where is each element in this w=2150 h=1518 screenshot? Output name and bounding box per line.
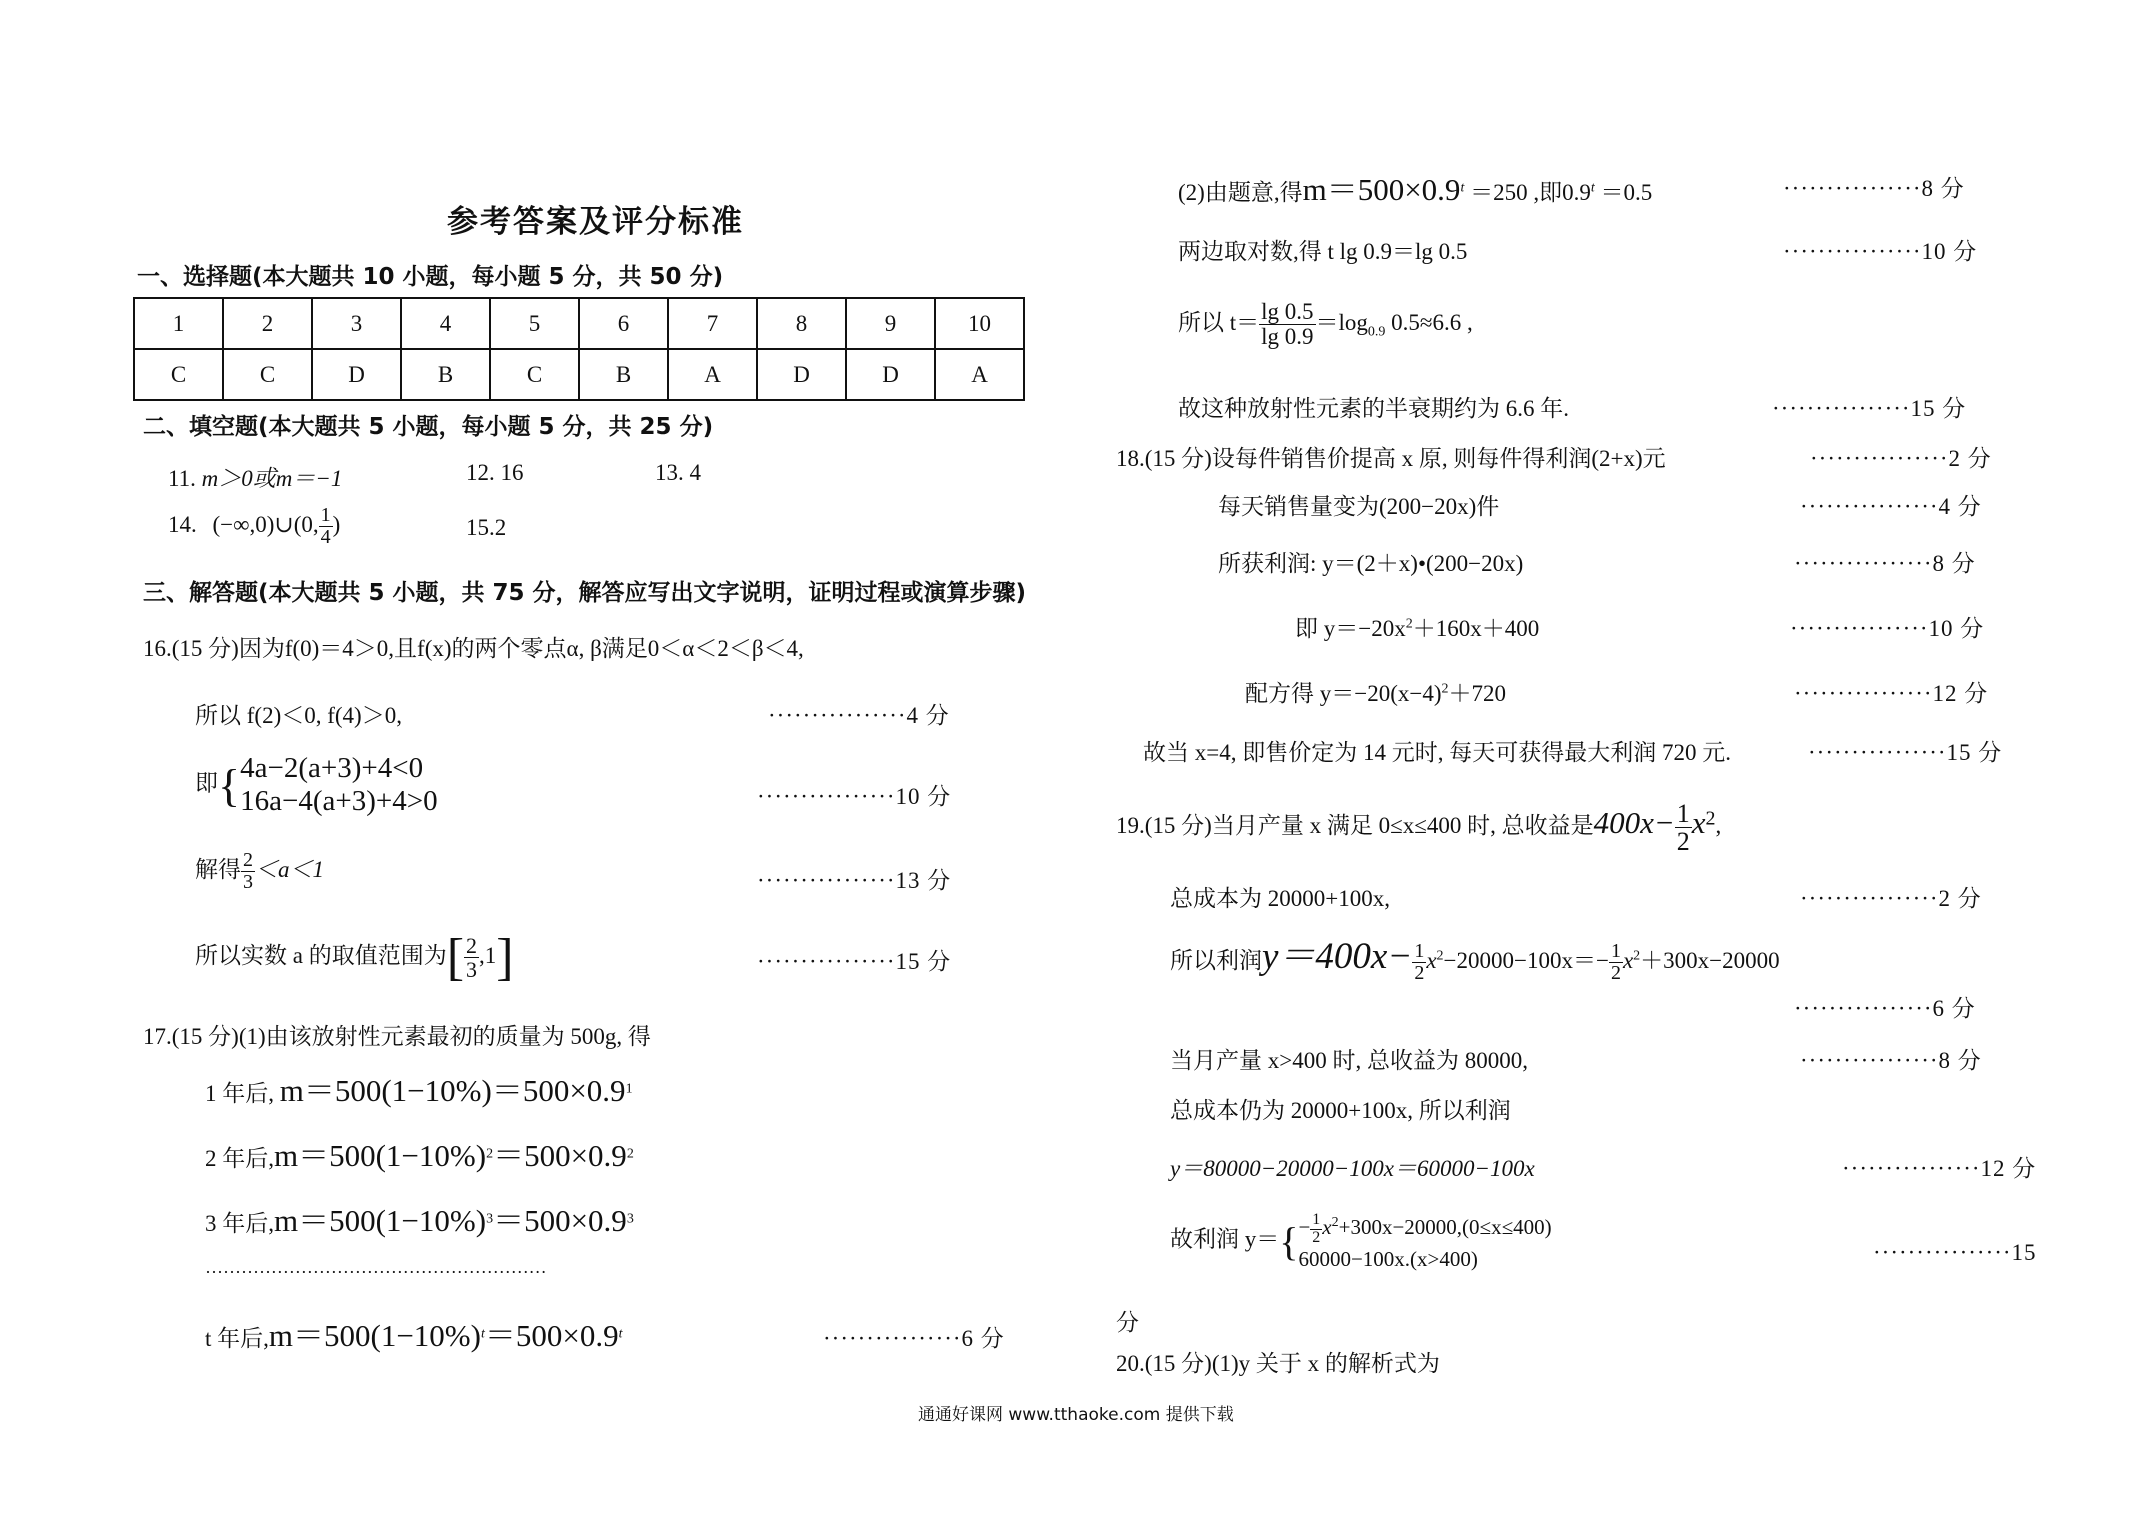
section-heading-solve: 三、解答题(本大题共 5 小题，共 75 分，解答应写出文字说明，证明过程或演算步骤) <box>143 580 1027 606</box>
log-base: 0.9 <box>1367 324 1386 340</box>
denominator: 4 <box>320 526 331 548</box>
q19-score-12: ················12 分 <box>1842 1156 2037 1181</box>
exponent: 2 <box>486 1146 494 1162</box>
numerator: lg 0.5 <box>1261 299 1314 324</box>
formula: m＝500×0.9 <box>1302 172 1461 207</box>
q16-score-13: ················13 分 <box>757 868 952 893</box>
q16-line-1: 16.(15 分)因为f(0)＝4＞0,且f(x)的两个零点α, β满足0＜α＜2＜β＜4, <box>143 636 804 661</box>
fraction <box>1412 941 1426 984</box>
q16-score-10: ················10 分 <box>757 784 952 809</box>
answer-14 <box>168 505 340 548</box>
q19-score-suffix: 分 <box>1116 1310 1139 1335</box>
exponent: 3 <box>486 1211 494 1227</box>
question-number: 3 <box>312 298 401 349</box>
formula-end: ＋300x−20000 <box>1640 948 1780 973</box>
answer-cell: D <box>312 349 401 400</box>
year-formula-rhs: ＝500×0.9 <box>493 1138 627 1173</box>
section-heading-fill: 二、填空题(本大题共 5 小题，每小题 5 分，共 25 分) <box>143 414 714 440</box>
q16-solve-prefix: 解得 <box>195 856 241 882</box>
question-number: 10 <box>935 298 1024 349</box>
formula-var: x <box>1691 805 1706 841</box>
fraction <box>241 850 255 893</box>
q18-line-4 <box>1295 610 1539 643</box>
denominator: 2 <box>1676 827 1690 857</box>
year-formula: m＝500(1−10%) <box>268 1318 481 1353</box>
text: 19.(15 分)当月产量 x 满足 0≤x≤400 时, 总收益是 <box>1116 813 1594 839</box>
q18-score-4: ················4 分 <box>1800 494 1982 519</box>
table-row <box>134 349 1024 400</box>
formula-rest: ＝250 ,即0.9 <box>1464 180 1591 205</box>
year-label: 1 年后, <box>205 1081 280 1106</box>
q17-ellipsis: ························································· <box>205 1262 547 1282</box>
q19-line-4: 当月产量 x>400 时, 总收益为 80000, <box>1170 1048 1528 1073</box>
q18-score-10: ················10 分 <box>1790 616 1985 641</box>
q17-part2-line-1 <box>1178 164 1652 209</box>
q16-score-4: ················4 分 <box>768 703 950 728</box>
text: 所以 t＝ <box>1178 309 1260 335</box>
answer-cell: C <box>490 349 579 400</box>
numerator: 1 <box>1610 940 1621 963</box>
q19-score-8: ················8 分 <box>1800 1048 1982 1073</box>
q17-score-8: ················8 分 <box>1783 176 1965 201</box>
answer-cell: D <box>757 349 846 400</box>
text: 故利润 y＝ <box>1170 1226 1280 1252</box>
left-brace-icon: { <box>218 759 241 811</box>
formula: y＝400x− <box>1262 936 1413 977</box>
year-label: t 年后, <box>205 1326 269 1351</box>
formula-var: x <box>1622 948 1634 973</box>
formula-mid: −20000−100x＝− <box>1443 948 1609 973</box>
q16-conclusion-text: 所以实数 a 的取值范围为 <box>195 942 447 968</box>
question-number: 1 <box>134 298 223 349</box>
q19-piecewise <box>1170 1212 1552 1271</box>
numerator: 1 <box>1676 799 1690 828</box>
q18-line-1: 18.(15 分)设每件销售价提高 x 原, 则每件得利润(2+x)元 <box>1116 446 1666 471</box>
fraction <box>319 505 333 548</box>
formula-var: x <box>1426 948 1437 973</box>
q17-year-1 <box>205 1065 633 1110</box>
page-title: 参考答案及评分标准 <box>447 204 744 240</box>
exponent: 1 <box>625 1081 633 1097</box>
formula: 400x− <box>1593 805 1675 841</box>
q16-system <box>195 752 438 819</box>
right-bracket-icon: ] <box>496 929 514 986</box>
fraction <box>464 934 479 981</box>
answer-15: 15.2 <box>466 515 507 540</box>
text: 即 y＝−20x <box>1295 616 1406 641</box>
numerator: 1 <box>1414 940 1425 963</box>
answer-11 <box>168 460 342 493</box>
answer-value-end: ) <box>332 511 341 537</box>
q18-line-5 <box>1245 675 1506 708</box>
q17-score-6: ················6 分 <box>823 1326 1005 1351</box>
left-brace-icon: { <box>1279 1218 1299 1264</box>
fraction <box>1310 1212 1322 1247</box>
answer-cell: A <box>668 349 757 400</box>
year-formula-rhs: ＝500×0.9 <box>493 1203 627 1238</box>
q18-score-15: ················15 分 <box>1808 740 2003 765</box>
answer-number: 14. <box>168 511 197 537</box>
q16-solve <box>195 850 324 893</box>
piecewise-stack <box>1298 1212 1551 1271</box>
exponent: 2 <box>1331 1215 1339 1231</box>
inequality-2: 16a−4(a+3)+4>0 <box>240 785 438 818</box>
question-number: 4 <box>401 298 490 349</box>
q16-line-2: 所以 f(2)＜0, f(4)＞0, <box>195 703 402 728</box>
question-number: 6 <box>579 298 668 349</box>
q18-score-2: ················2 分 <box>1810 446 1992 471</box>
q19-line-5: 总成本仍为 20000+100x, 所以利润 <box>1170 1098 1511 1123</box>
section-heading-choice: 一、选择题(本大题共 10 小题，每小题 5 分，共 50 分) <box>137 264 724 290</box>
answer-cell: A <box>935 349 1024 400</box>
q17-part2-line-4: 故这种放射性元素的半衰期约为 6.6 年. <box>1178 396 1569 421</box>
answer-cell: C <box>223 349 312 400</box>
exponent: 2 <box>626 1146 634 1162</box>
piece-2: 60000−100x.(x>400) <box>1298 1246 1478 1271</box>
numerator: 1 <box>320 504 331 526</box>
exponent: 2 <box>1441 681 1449 697</box>
answer-cell: C <box>134 349 223 400</box>
q19-score-6: ················6 分 <box>1794 996 1976 1021</box>
q20-line-1: 20.(15 分)(1)y 关于 x 的解析式为 <box>1116 1351 1440 1376</box>
exponent: 2 <box>1633 948 1641 964</box>
denominator: 2 <box>1610 962 1621 985</box>
denominator: lg 0.9 <box>1261 324 1314 350</box>
q17-line-1: 17.(15 分)(1)由该放射性元素最初的质量为 500g, 得 <box>143 1024 651 1049</box>
year-label: 3 年后, <box>205 1211 274 1236</box>
answer-number: 11. <box>168 466 196 491</box>
denominator: 2 <box>1414 962 1425 985</box>
q16-range-end: ,1 <box>479 942 497 968</box>
comma: , <box>1715 813 1722 839</box>
equation-stack <box>240 752 437 819</box>
log-text: ＝log <box>1315 309 1368 335</box>
log-result: 0.5≈6.6 , <box>1385 309 1473 335</box>
question-number: 5 <box>490 298 579 349</box>
year-label: 2 年后, <box>205 1146 274 1171</box>
q16-solve-range: ＜a＜1 <box>255 856 324 882</box>
text-rest: ＋720 <box>1448 681 1507 706</box>
question-number: 9 <box>846 298 935 349</box>
exponent: t <box>1460 180 1465 196</box>
exponent: t <box>618 1326 623 1342</box>
q16-score-15: ················15 分 <box>757 949 952 974</box>
text: (2)由题意,得 <box>1178 180 1303 205</box>
q18-line-6: 故当 x=4, 即售价定为 14 元时, 每天可获得最大利润 720 元. <box>1143 740 1731 765</box>
q19-line-2: 总成本为 20000+100x, <box>1170 886 1390 911</box>
answer-value: m＞0或m＝−1 <box>201 466 343 491</box>
text: 配方得 y＝−20(x−4) <box>1245 681 1442 706</box>
answer-value: (−∞,0)∪(0, <box>212 511 319 537</box>
q17-year-2 <box>205 1130 634 1175</box>
q16-conclusion <box>195 928 514 987</box>
q17-score-15: ················15 分 <box>1772 396 1967 421</box>
q18-score-8: ················8 分 <box>1794 551 1976 576</box>
year-formula: m＝500(1−10%) <box>274 1203 487 1238</box>
formula-end: ＝0.5 <box>1594 180 1653 205</box>
q17-part2-line-2: 两边取对数,得 t lg 0.9＝lg 0.5 <box>1178 239 1468 264</box>
text-rest: ＋160x＋400 <box>1412 616 1540 641</box>
answer-13: 13. 4 <box>655 460 701 485</box>
answer-cell: B <box>401 349 490 400</box>
exponent: 2 <box>1705 807 1716 830</box>
exponent: 3 <box>626 1211 634 1227</box>
q17-year-3 <box>205 1195 634 1240</box>
denominator: 3 <box>466 957 478 982</box>
denominator: 3 <box>243 871 253 893</box>
q19-line-1 <box>1116 800 1721 856</box>
table-row <box>134 298 1024 349</box>
exponent: 2 <box>1436 948 1444 964</box>
q19-score-15: ················15 <box>1873 1240 2037 1265</box>
fraction <box>1259 300 1315 349</box>
year-formula: m＝500(1−10%) <box>274 1138 487 1173</box>
footer-source: 通通好课网 www.tthaoke.com 提供下载 <box>918 1405 1234 1425</box>
numerator: 2 <box>466 932 478 958</box>
var: x <box>1322 1215 1332 1240</box>
q18-score-12: ················12 分 <box>1794 681 1989 706</box>
q18-line-2: 每天销售量变为(200−20x)件 <box>1218 494 1500 519</box>
piece-1 <box>1298 1212 1551 1247</box>
answer-cell: B <box>579 349 668 400</box>
inequality-1: 4a−2(a+3)+4<0 <box>240 752 424 784</box>
question-number: 8 <box>757 298 846 349</box>
q17-part2-line-3 <box>1178 300 1473 349</box>
minus: − <box>1298 1215 1311 1240</box>
text: 所以利润 <box>1170 948 1262 973</box>
fraction <box>1609 941 1623 984</box>
numerator: 2 <box>243 849 253 871</box>
q19-line-3 <box>1170 925 1780 984</box>
exponent: t <box>1590 180 1595 196</box>
question-number: 7 <box>668 298 757 349</box>
answer-cell: D <box>846 349 935 400</box>
exponent: 2 <box>1405 616 1413 632</box>
q17-year-t <box>205 1310 622 1355</box>
denominator: 2 <box>1312 1228 1321 1246</box>
answer-12: 12. 16 <box>466 460 524 485</box>
left-bracket-icon: [ <box>446 929 465 986</box>
year-formula-rhs: ＝500×0.9 <box>484 1318 619 1353</box>
exponent: t <box>480 1326 485 1342</box>
q17-score-10: ················10 分 <box>1783 239 1978 264</box>
q16-prefix: 即 <box>195 770 218 796</box>
numerator: 1 <box>1312 1211 1321 1228</box>
answer-table <box>133 297 1025 401</box>
year-formula: m＝500(1−10%)＝500×0.9 <box>279 1073 626 1108</box>
q19-score-2: ················2 分 <box>1800 886 1982 911</box>
q19-line-6: y＝80000−20000−100x＝60000−100x <box>1170 1156 1535 1181</box>
piece-1-rest: +300x−20000,(0≤x≤400) <box>1338 1215 1552 1240</box>
question-number: 2 <box>223 298 312 349</box>
fraction <box>1675 800 1692 856</box>
q18-line-3: 所获利润: y＝(2＋x)•(200−20x) <box>1218 551 1524 576</box>
